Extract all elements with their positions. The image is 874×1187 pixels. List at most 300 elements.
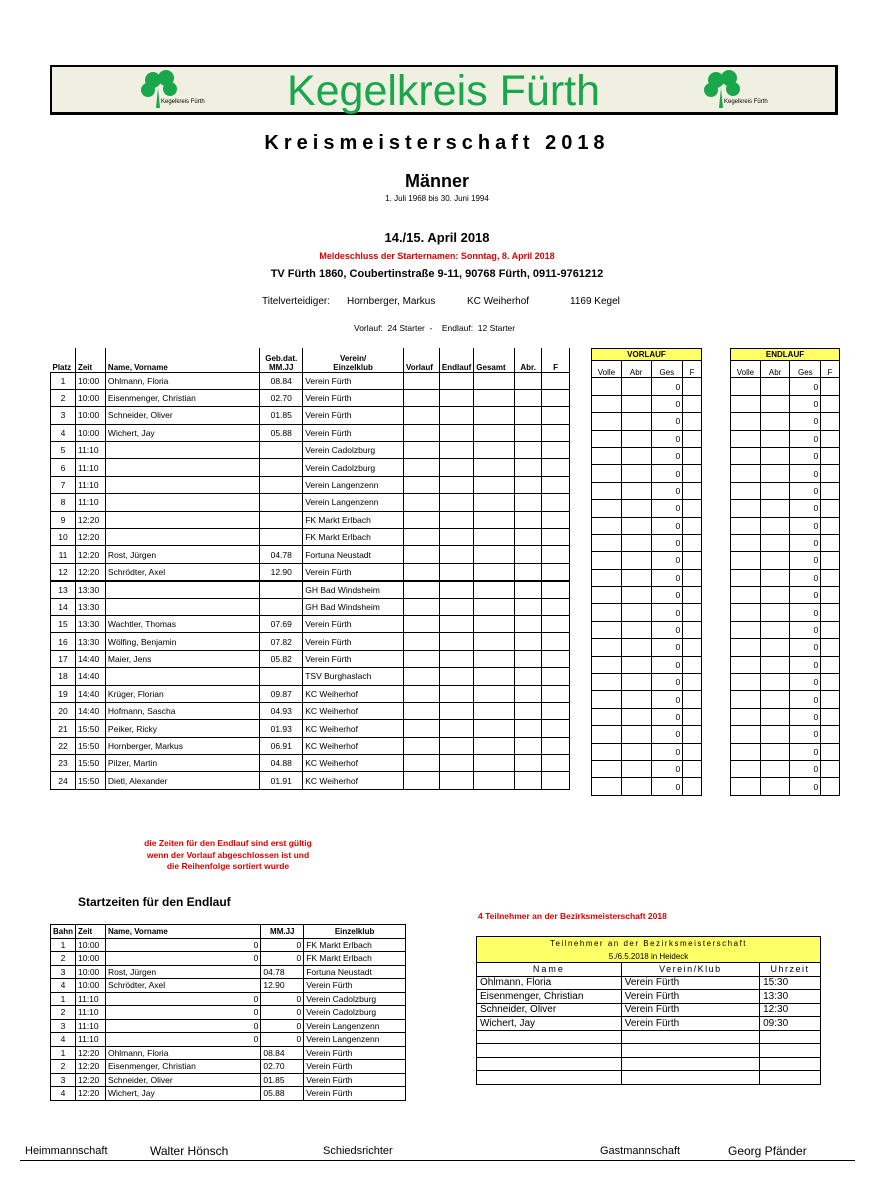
vorlauf-header-row [592, 361, 702, 378]
name-cell: Eisenmenger, Christian [105, 389, 259, 406]
endlauf-f-cell [821, 482, 840, 499]
deadline-text: Meldeschluss der Starternamen: Sonntag, 8. April 2018 [319, 251, 555, 261]
zeit-cell: 12:20 [76, 1087, 106, 1101]
zeit-cell: 14:40 [75, 702, 105, 719]
vorlauf-f-cell [683, 604, 702, 621]
zeit-cell: 15:50 [75, 720, 105, 737]
f-cell [542, 650, 570, 667]
vorlauf-row [592, 760, 702, 777]
table-row [51, 1060, 406, 1074]
endlauf-volle-cell [731, 760, 761, 777]
endlauf-row [731, 778, 840, 795]
vorlauf-f-cell [683, 587, 702, 604]
note-line-1: die Zeiten für den Endlauf sind erst gültig [144, 838, 312, 848]
table-row [51, 702, 570, 719]
start-name: Rost, Jürgen [107, 966, 157, 977]
zeit-cell: 10:00 [75, 407, 105, 424]
verein-cell: Verein Fürth [303, 563, 404, 580]
geb-cell: 01.93 [260, 720, 303, 737]
logo-text: Kegelkreis Fürth [724, 99, 768, 105]
zeit-cell: 14:40 [75, 650, 105, 667]
bezirk-verein-cell: Verein Fürth [621, 1017, 759, 1031]
zeit-cell: 10:00 [75, 389, 105, 406]
start-name-zero: 0 [253, 1007, 259, 1018]
geb-cell: 04.78 [260, 546, 303, 563]
endlauf-volle-cell [731, 517, 761, 534]
platz-cell: 22 [51, 737, 76, 754]
endlauf-volle-cell [731, 691, 761, 708]
gesamt-cell [474, 650, 515, 667]
gesamt-cell [474, 598, 515, 615]
endlauf-abr-cell [760, 465, 790, 482]
verein-cell: Verein Cadolzburg [303, 442, 404, 459]
vorlauf-row [592, 395, 702, 412]
verein-line2: Einzelklub [333, 362, 373, 372]
vorlauf-ges-cell: 0 [651, 552, 683, 569]
name-cell: Hofmann, Sascha [105, 702, 259, 719]
endlauf-ges-cell: 0 [790, 778, 821, 795]
vorlauf-f-cell [683, 639, 702, 656]
footer-gast-name: Georg Pfänder [728, 1144, 807, 1158]
gesamt-cell [474, 668, 515, 685]
endlauf-ges-cell: 0 [790, 587, 821, 604]
klub-cell: Verein Langenzenn [304, 1019, 406, 1033]
platz-cell: 6 [51, 459, 76, 476]
vorlauf-abr-cell [621, 743, 651, 760]
endlauf-row [731, 639, 840, 656]
endlauf-row [731, 691, 840, 708]
abr-cell [515, 650, 542, 667]
zeit-cell: 11:10 [76, 1019, 106, 1033]
header-banner [50, 65, 838, 115]
start-name: Eisenmenger, Christian [107, 1061, 196, 1072]
vorlauf-f-cell [683, 552, 702, 569]
event-date: 14./15. April 2018 [384, 230, 490, 245]
verein-cell: KC Weiherhof [303, 685, 404, 702]
platz-cell: 10 [51, 529, 76, 546]
platz-cell: 2 [51, 389, 76, 406]
zeit-cell: 11:10 [75, 494, 105, 511]
gesamt-cell [474, 720, 515, 737]
participants-table [50, 348, 570, 790]
vorlauf-abr-cell [621, 656, 651, 673]
vorlauf-f-cell [683, 621, 702, 638]
name-cell [105, 459, 259, 476]
col-header-name: Name, Vorname [105, 348, 259, 372]
vorlauf-volle-cell [592, 465, 622, 482]
verein-cell: Verein Fürth [303, 389, 404, 406]
table-row [477, 1044, 821, 1058]
endlauf-cell [439, 407, 473, 424]
endlauf-ges-cell: 0 [790, 465, 821, 482]
endlauf-abr-cell [760, 482, 790, 499]
vorlauf-abr-cell [621, 500, 651, 517]
endlauf-row [731, 674, 840, 691]
endlauf-note [100, 838, 356, 873]
vorlauf-cell [403, 476, 439, 493]
vorlauf-cell [403, 668, 439, 685]
titleholder-name: Hornberger, Markus [347, 296, 436, 307]
vorlauf-f-cell [683, 656, 702, 673]
vorlauf-ges-cell: 0 [651, 726, 683, 743]
name-cell [105, 952, 260, 966]
name-cell: Peiker, Ricky [105, 720, 259, 737]
vorlauf-volle-cell [592, 691, 622, 708]
geb-cell [260, 668, 303, 685]
vorlauf-f-cell [683, 708, 702, 725]
mmjj-cell: 0 [261, 952, 304, 966]
vorlauf-abr-cell [621, 587, 651, 604]
verein-cell: Verein Fürth [303, 615, 404, 632]
endlauf-ges-cell: 0 [790, 621, 821, 638]
vorlauf-volle-cell [592, 395, 622, 412]
gesamt-cell [474, 615, 515, 632]
bezirk-col-verein: Verein/Klub [621, 963, 759, 977]
start-header-row [51, 925, 406, 939]
f-cell [542, 581, 570, 598]
f-cell [542, 737, 570, 754]
endlauf-f-cell [821, 517, 840, 534]
bahn-cell: 2 [51, 1006, 76, 1020]
bezirk-verein-cell [621, 1044, 759, 1058]
vorlauf-row [592, 552, 702, 569]
name-cell: Maier, Jens [105, 650, 259, 667]
endlauf-f-cell [821, 552, 840, 569]
bezirk-name-cell [477, 1057, 622, 1071]
abr-cell [515, 615, 542, 632]
endlauf-start-title: Startzeiten für den Endlauf [78, 895, 231, 909]
table-row [51, 511, 570, 528]
bezirk-title-row [477, 937, 821, 951]
start-col-mmjj: MM.JJ [261, 925, 304, 939]
verein-cell: Verein Cadolzburg [303, 459, 404, 476]
vorlauf-title: VORLAUF [592, 349, 702, 361]
vorlauf-f-cell [683, 569, 702, 586]
abr-cell [515, 407, 542, 424]
vorlauf-cell [403, 372, 439, 389]
endlauf-abr-cell [760, 656, 790, 673]
verein-cell: Verein Langenzenn [303, 476, 404, 493]
start-name-zero: 0 [253, 939, 259, 950]
endlauf-cell [439, 372, 473, 389]
vorlauf-abr-cell [621, 413, 651, 430]
vorlauf-volle-cell [592, 760, 622, 777]
endlauf-cell [439, 581, 473, 598]
klub-cell: Verein Langenzenn [304, 1033, 406, 1047]
vorlauf-volle-cell [592, 552, 622, 569]
vorlauf-abr-cell [621, 708, 651, 725]
name-cell [105, 1073, 260, 1087]
endlauf-row [731, 621, 840, 638]
vorlauf-ges-cell: 0 [651, 778, 683, 795]
table-row [51, 992, 406, 1006]
zeit-cell: 11:10 [76, 1006, 106, 1020]
f-cell [542, 720, 570, 737]
endlauf-start-table [50, 924, 406, 1101]
endlauf-cell [439, 737, 473, 754]
geb-cell: 04.88 [260, 755, 303, 772]
endlauf-cell [439, 424, 473, 441]
vorlauf-cell [403, 650, 439, 667]
vorlauf-cell [403, 511, 439, 528]
abr-cell [515, 685, 542, 702]
endlauf-row [731, 413, 840, 430]
table-row [51, 529, 570, 546]
endlauf-ges-cell: 0 [790, 674, 821, 691]
abr-cell [515, 668, 542, 685]
table-row [51, 546, 570, 563]
vorlauf-cell [403, 772, 439, 789]
vorlauf-ges-cell: 0 [651, 587, 683, 604]
abr-cell [515, 511, 542, 528]
geb-cell: 05.88 [260, 424, 303, 441]
zeit-cell: 12:20 [75, 511, 105, 528]
vorlauf-volle-cell [592, 743, 622, 760]
gesamt-cell [474, 424, 515, 441]
f-cell [542, 685, 570, 702]
endlauf-f-cell [821, 708, 840, 725]
vorlauf-volle-cell [592, 674, 622, 691]
endlauf-cell [439, 476, 473, 493]
endlauf-abr-cell [760, 430, 790, 447]
gesamt-cell [474, 372, 515, 389]
vorlauf-f-cell [683, 674, 702, 691]
abr-cell [515, 755, 542, 772]
vorlauf-col-f: F [683, 361, 702, 378]
endlauf-abr-cell [760, 621, 790, 638]
endlauf-f-cell [821, 604, 840, 621]
geb-cell [260, 476, 303, 493]
vorlauf-row [592, 500, 702, 517]
bahn-cell: 2 [51, 1060, 76, 1074]
endlauf-volle-cell [731, 395, 761, 412]
name-cell: Dietl, Alexander [105, 772, 259, 789]
vorlauf-row [592, 604, 702, 621]
vorlauf-row [592, 413, 702, 430]
zeit-cell: 14:40 [75, 668, 105, 685]
klub-cell: FK Markt Erlbach [304, 952, 406, 966]
endlauf-f-cell [821, 395, 840, 412]
table-row [51, 965, 406, 979]
geb-cell: 04.93 [260, 702, 303, 719]
vorlauf-abr-cell [621, 534, 651, 551]
abr-cell [515, 633, 542, 650]
name-cell [105, 494, 259, 511]
endlauf-row [731, 604, 840, 621]
endlauf-volle-cell [731, 639, 761, 656]
geb-line2: MM.JJ [269, 362, 294, 372]
endlauf-row [731, 708, 840, 725]
endlauf-f-cell [821, 743, 840, 760]
verein-cell: KC Weiherhof [303, 772, 404, 789]
endlauf-volle-cell [731, 726, 761, 743]
verein-cell: KC Weiherhof [303, 720, 404, 737]
bezirk-verein-cell [621, 1030, 759, 1044]
bezirk-uhrzeit-cell: 13:30 [760, 990, 821, 1004]
zeit-cell: 12:20 [76, 1060, 106, 1074]
verein-cell: Verein Fürth [303, 372, 404, 389]
verein-cell: FK Markt Erlbach [303, 511, 404, 528]
f-cell [542, 755, 570, 772]
vorlauf-row [592, 639, 702, 656]
vorlauf-volle-cell [592, 378, 622, 395]
vorlauf-abr-cell [621, 760, 651, 777]
endlauf-volle-cell [731, 569, 761, 586]
geb-cell [260, 511, 303, 528]
endlauf-abr-cell [760, 691, 790, 708]
name-cell [105, 442, 259, 459]
vorlauf-abr-cell [621, 447, 651, 464]
platz-cell: 15 [51, 615, 76, 632]
abr-cell [515, 563, 542, 580]
vorlauf-volle-cell [592, 639, 622, 656]
vorlauf-f-cell [683, 778, 702, 795]
vorlauf-cell [403, 494, 439, 511]
vorlauf-cell [403, 546, 439, 563]
zeit-cell: 12:20 [75, 546, 105, 563]
endlauf-abr-cell [760, 743, 790, 760]
endlauf-cell [439, 563, 473, 580]
vorlauf-abr-cell [621, 726, 651, 743]
gesamt-cell [474, 459, 515, 476]
geb-cell [260, 442, 303, 459]
endlauf-row [731, 395, 840, 412]
endlauf-row [731, 552, 840, 569]
table-row [477, 1017, 821, 1031]
name-cell: Wachtler, Thomas [105, 615, 259, 632]
zeit-cell: 13:30 [75, 615, 105, 632]
footer-heim-name: Walter Hönsch [150, 1144, 229, 1158]
name-cell [105, 979, 260, 993]
vorlauf-cell [403, 702, 439, 719]
start-name: Ohlmann, Floria [107, 1047, 169, 1058]
f-cell [542, 389, 570, 406]
vorlauf-volle-cell [592, 621, 622, 638]
mmjj-cell: 04.78 [261, 965, 304, 979]
bezirk-date-row [477, 951, 821, 963]
endlauf-ges-cell: 0 [790, 569, 821, 586]
platz-cell: 16 [51, 633, 76, 650]
abr-cell [515, 546, 542, 563]
vorlauf-abr-cell [621, 395, 651, 412]
bezirk-box-date: 5./6.5.2018 in Heideck [477, 951, 821, 963]
platz-cell: 21 [51, 720, 76, 737]
name-cell [105, 965, 260, 979]
endlauf-cell [439, 720, 473, 737]
col-header-abr: Abr. [515, 348, 542, 372]
vorlauf-f-cell [683, 447, 702, 464]
endlauf-volle-cell [731, 604, 761, 621]
bahn-cell: 2 [51, 952, 76, 966]
vorlauf-cell [403, 442, 439, 459]
vorlauf-col-volle: Volle [592, 361, 622, 378]
bahn-cell: 3 [51, 1073, 76, 1087]
table-row [477, 1071, 821, 1085]
endlauf-volle-cell [731, 482, 761, 499]
name-cell: Schrödter, Axel [105, 563, 259, 580]
vorlauf-f-cell [683, 534, 702, 551]
table-row [51, 476, 570, 493]
endlauf-abr-cell [760, 395, 790, 412]
vorlauf-ges-cell: 0 [651, 534, 683, 551]
footer-heim-label: Heimmannschaft [25, 1145, 108, 1157]
endlauf-cell [439, 494, 473, 511]
birth-range: 1. Juli 1968 bis 30. Juni 1994 [385, 194, 489, 203]
bezirk-name-cell [477, 1030, 622, 1044]
footer-gast-label: Gastmannschaft [600, 1145, 681, 1157]
vorlauf-abr-cell [621, 621, 651, 638]
endlauf-cell [439, 755, 473, 772]
endlauf-cell [439, 702, 473, 719]
endlauf-cell [439, 511, 473, 528]
vorlauf-cell [403, 685, 439, 702]
bezirk-name-cell [477, 1071, 622, 1085]
abr-cell [515, 720, 542, 737]
bahn-cell: 3 [51, 965, 76, 979]
gesamt-cell [474, 772, 515, 789]
vorlauf-f-cell [683, 413, 702, 430]
vorlauf-row [592, 674, 702, 691]
abr-cell [515, 389, 542, 406]
platz-cell: 14 [51, 598, 76, 615]
vorlauf-ges-cell: 0 [651, 395, 683, 412]
endlauf-abr-cell [760, 378, 790, 395]
platz-cell: 13 [51, 581, 76, 598]
bezirk-name-cell: Wichert, Jay [477, 1017, 622, 1031]
vorlauf-ges-cell: 0 [651, 517, 683, 534]
endlauf-abr-cell [760, 587, 790, 604]
start-name-zero: 0 [253, 953, 259, 964]
vorlauf-col-abr: Abr [621, 361, 651, 378]
name-cell [105, 992, 260, 1006]
vorlauf-row [592, 569, 702, 586]
bahn-cell: 4 [51, 1087, 76, 1101]
mmjj-cell: 02.70 [261, 1060, 304, 1074]
zeit-cell: 12:20 [75, 563, 105, 580]
name-cell [105, 1033, 260, 1047]
verein-cell: KC Weiherhof [303, 702, 404, 719]
verein-cell: FK Markt Erlbach [303, 529, 404, 546]
vorlauf-volle-cell [592, 708, 622, 725]
endlauf-volle-cell [731, 430, 761, 447]
table-row [51, 424, 570, 441]
table-row [51, 633, 570, 650]
vorlauf-abr-cell [621, 482, 651, 499]
vorlauf-volle-cell [592, 447, 622, 464]
endlauf-ges-cell: 0 [790, 691, 821, 708]
col-header-verein [303, 348, 404, 372]
bezirk-verein-cell [621, 1057, 759, 1071]
gesamt-cell [474, 581, 515, 598]
table-row [51, 720, 570, 737]
vorlauf-row [592, 778, 702, 795]
endlauf-abr-cell [760, 552, 790, 569]
vorlauf-row [592, 447, 702, 464]
vorlauf-volle-cell [592, 500, 622, 517]
table-row [51, 615, 570, 632]
vorlauf-table [591, 348, 702, 796]
titleholder-club: KC Weiherhof [467, 296, 530, 307]
vorlauf-row [592, 656, 702, 673]
endlauf-f-cell [821, 465, 840, 482]
vorlauf-f-cell [683, 395, 702, 412]
col-header-vorlauf: Vorlauf [403, 348, 439, 372]
gesamt-cell [474, 494, 515, 511]
vorlauf-row [592, 726, 702, 743]
start-name-zero: 0 [253, 993, 259, 1004]
endlauf-f-cell [821, 534, 840, 551]
f-cell [542, 668, 570, 685]
